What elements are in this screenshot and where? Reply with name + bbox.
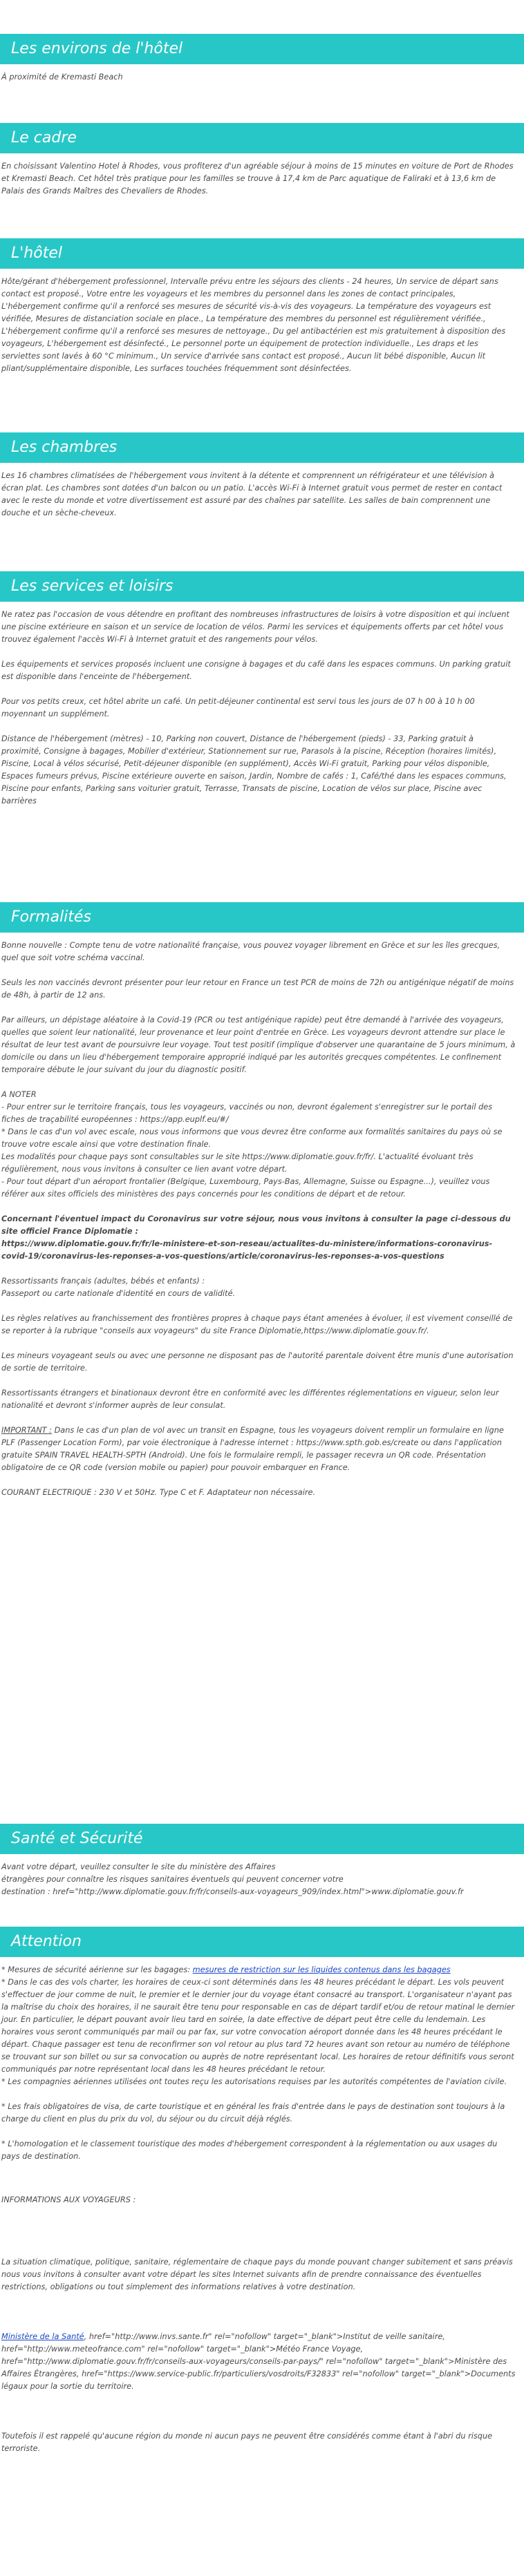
important-text: Dans le cas d'un plan de vol avec un transit en Espagne, tous les voyageurs doivent remplir un formulaire en ligne PLF (Passenger Location Form), par voie électronique à l'adresse internet : https://www.spth.gob.es/create ou dans l'application gratuite SPAIN TRAVEL HEALTH-SPTH (Android). Une fois le formulaire rempli, le passager recevra un QR code. Présentation obligatoire de ce QR code (version mobile ou papier) pour pouvoir embarquer en France. [1,1426,504,1472]
liquids-restriction-link[interactable]: mesures de restriction sur les liquides contenus dans les bagages [192,1965,451,1974]
important-label: IMPORTANT : [1,1426,52,1435]
formalites-paragraph-3: Par ailleurs, un dépistage aléatoire à la Covid-19 (PCR ou test antigénique rapide) peut être demandé à l'arrivée des voyageurs, quelles que soient leur nationalité, leur provenance et leur point d'entrée en Grèce. Les voyageurs devront attendre sur place le résultat de leur test avant de poursuivre leur voyage. Tout test positif (implique d'observer une quarantaine de 5 jours minimum, à domicile ou dans un lieu d'hébergement temporaire approprié indiqué par les autorités grecques compétentes. Le confinement temporaire débute le jour suivant du jour du diagnostic positif. [1,1015,516,1074]
environs-text: À proximité de Kremasti Beach [1,73,123,82]
formalites-ressortissants: Ressortissants français (adultes, bébés et enfants) : Passeport ou carte nationale d'identité en cours de validité. [1,1277,236,1298]
section-chambres [0,432,524,519]
formalites-regles: Les règles relatives au franchissement des frontières propres à chaque pays étant amenées à évoluer, il est vivement conseillé de se reporter à la rubrique "conseils aux voyageurs" du site France Diplomatie,https://www.diplomatie.gouv.fr/. [1,1314,513,1335]
attention-paragraph-7: Toutefois il est rappelé qu'aucune région du monde ni aucun pays ne peuvent être considérés comme étant à l'abri du risque terroriste. [1,2432,493,2453]
formalites-mineurs: Les mineurs voyageant seuls ou avec une personne ne disposant pas de l'autorité parentale doivent être munis d'une autorisation de sortie de territoire. [1,1351,514,1373]
section-title-sante: Santé et Sécurité [0,1824,524,1854]
section-title-cadre: Le cadre [0,123,524,153]
section-attention [0,1927,524,2455]
formalites-etrangers: Ressortissants étrangers et binationaux devront être en conformité avec les différentes réglementations en vigueur, selon leur nationalité et devront s'informer auprès de leur consulat. [1,1389,499,1410]
sante-text: Avant votre départ, veuillez consulter le site du ministère des Affaires étrangères pour connaître les risques sanitaires éventuels qui peuvent concerner votre destination : href="http://www.diplomatie.gouv.fr/fr/conseils-aux-voyageurs_909/index.html">www.diplomatie.gouv.fr [1,1862,464,1896]
attention-p6-rest: , href="http://www.invs.sante.fr" rel="nofollow" target="_blank">Institut de veille sanitaire, href="http://www.meteofrance.com" rel="nofollow" target="_blank">Météo France Voyage, href="http://www.diplomatie.gouv.fr/fr/conseils-aux-voyageurs/conseils-par-pays/" rel="nofollow" target="_blank">Ministère des Affaires Étrangères, href="https://www.service-public.fr/particuliers/vosdroits/F32833" rel="nofollow" target="_blank">Documents légaux pour la sortie du territoire. [1,2332,516,2391]
formalites-a-noter: A NOTER - Pour entrer sur le territoire français, tous les voyageurs, vaccinés ou non, devront également s'enregistrer sur le portail des fiches de traçabilité européennes : https://app.euplf.eu/#/ * Dans le cas d'un vol avec escale, nous vous informons que vous devrez être conforme aux formalités sanitaires du pays où se trouve votre escale ainsi que votre destination finale. Les modalités pour chaque pays sont consultables sur le site https://www.diplomatie.gouv.fr/fr/. L'actualité évoluant très régulièrement, nous vous invitons à consulter ce lien avant votre départ. - Pour tout départ d'un aéroport frontalier (Belgique, Luxembourg, Pays-Bas, Allemagne, Suisse ou Espagne...), veuillez vous référer aux sites officiels des ministères des pays concernés pour les conditions de départ et de retour. [1,1090,503,1199]
section-title-services: Les services et loisirs [0,571,524,602]
section-title-formalites: Formalités [0,902,524,933]
attention-paragraph-3: * L'homologation et le classement touristique des modes d'hébergement correspondent à la réglementation ou aux usages du pays de destination. [1,2139,498,2161]
formalites-paragraph-2: Seuls les non vaccinés devront présenter pour leur retour en France un test PCR de moins de 72h ou antigénique négatif de moins de 48h, à partir de 12 ans. [1,978,514,1000]
section-formalites [0,902,524,1499]
formalites-courant: COURANT ELECTRIQUE : 230 V et 50Hz. Type C et F. Adaptateur non nécessaire. [1,1488,316,1497]
section-hotel [0,238,524,375]
chambres-text: Les 16 chambres climatisées de l'hébergement vous invitent à la détente et comprennent un réfrigérateur et une télévision à écran plat. Les chambres sont dotées d'un balcon ou un patio. L'accès Wi-Fi à Internet gratuit vous permet de rester en contact avec le reste du monde et votre divertissement est assuré par des chaînes par satellite. Les salles de bain comprennent une douche et un sèche-cheveux. [1,471,503,517]
attention-p1-prefix: * Mesures de sécurité aérienne sur les bagages: [1,1965,193,1974]
cadre-text: En choisissant Valentino Hotel à Rhodes, vous profiterez d'un agréable séjour à moins de 15 minutes en voiture de Port de Rhodes et Kremasti Beach. Cet hôtel très pratique pour les familles se trouve à 17,4 km de Parc aquatique de Faliraki et à 13,6 km de Palais des Grands Maîtres des Chevaliers de Rhodes. [1,162,514,195]
attention-paragraph-6 [1,2331,516,2393]
section-title-attention: Attention [0,1927,524,1957]
section-title-chambres: Les chambres [0,432,524,463]
section-cadre [0,123,524,198]
formalites-important [1,1424,516,1474]
section-services [0,571,524,808]
section-title-hotel: L'hôtel [0,238,524,269]
attention-paragraph-2: * Les frais obligatoires de visa, de carte touristique et en général les frais d'entrée dans le pays de destination sont toujours à la charge du client en plus du prix du vol, du séjour ou du circuit déjà réglés. [1,2102,505,2124]
services-paragraph-3: Pour vos petits creux, cet hôtel abrite un café. Un petit-déjeuner continental est servi tous les jours de 07 h 00 à 10 h 00 moyennant un supplément. [1,697,475,718]
formalites-paragraph-1: Bonne nouvelle : Compte tenu de votre nationalité française, vous pouvez voyager librement en Grèce et sur les îles grecques, quel que soit votre schéma vaccinal. [1,941,500,962]
attention-p1-rest: * Dans le cas des vols charter, les horaires de ceux-ci sont déterminés dans les 48 heures précédant le départ. Les vols peuvent s'effectuer de jour comme de nuit, le premier et le dernier jour du voyage étant consacré au transport. L'organisateur n'ayant pas la maîtrise du choix des horaires, il ne saurait être tenu pour responsable en cas de départ tardif et/ou de retour matinal le dernier jour. En particulier, le départ pouvant avoir lieu tard en soirée, la date effective de départ peut être celle du lendemain. Les horaires vous seront communiqués par mail ou par fax, sur votre convocation aéroport donnée dans les 48 heures précédant le départ. Chaque passager est tenu de reconfirmer son vol retour au plus tard 72 heures avant son retour au numéro de téléphone se trouvant sur son billet ou sur sa convocation ou auprès de notre représentant local. Les horaires de retour définitifs vous seront communiqués par notre représentant local dans les 48 heures précédant le retour. * Les compagnies aériennes utilisées ont toutes reçu les autorisations requises par les autorités compétentes de l'aviation civile. [1,1978,515,2086]
hotel-text: Hôte/gérant d'hébergement professionnel, Intervalle prévu entre les séjours des clients - 24 heures, Un service de départ sans contact est proposé., Votre entre les voyageurs et les membres du personnel dans les zones de contact principales, L'hébergement confirme qu'il a renforcé ses mesures de sécurité vis-à-vis des voyageurs. La température des voyageurs est vérifiée, Mesures de distanciation sociale en place., La température des membres du personnel est régulièrement vérifiée., L'hébergement confirme qu'il a renforcé ses mesures de nettoyage., Du gel antibactérien est mis gratuitement à disposition des voyageurs, L'hébergement est désinfecté., Le personnel porte un équipement de protection individuelle., Les draps et les serviettes sont lavés à 60 °C minimum., Un service d'arrivée sans contact est proposé., Aucun lit bébé disponible, Aucun lit pliant/supplémentaire disponible, Les surfaces touchées fréquemment sont désinfectées. [1,277,506,373]
attention-informations-voyageurs: INFORMATIONS AUX VOYAGEURS : [1,2195,136,2204]
section-title-environs: Les environs de l'hôtel [0,34,524,64]
ministere-sante-link[interactable]: Ministère de la Santé [1,2332,84,2341]
section-environs [0,34,524,84]
services-paragraph-2: Les équipements et services proposés incluent une consigne à bagages et du café dans les espaces communs. Un parking gratuit est disponible dans l'enceinte de l'hébergement. [1,660,511,681]
services-paragraph-1: Ne ratez pas l'occasion de vous détendre en profitant des nombreuses infrastructures de loisirs à votre disposition et qui incluent une piscine extérieure en saison et un service de location de vélos. Parmi les services et équipements offerts par cet hôtel vous trouvez également l'accès Wi-Fi à Internet gratuit et des rangements pour vélos. [1,610,509,644]
attention-paragraph-1 [1,1964,516,2088]
formalites-coronavirus-info: Concernant l'éventuel impact du Coronavirus sur votre séjour, nous vous invitons à consulter la page ci-dessous du site officiel France Diplomatie : https://www.diplomatie.gouv.fr/fr/le-ministere-et-son-reseau/actualites-du-ministere/informations-coronavirus-covid-19/coronavirus-les-reponses-a-vos-questions/article/coronavirus-les-reponses-a-vos-questions [1,1214,511,1261]
section-sante [0,1824,524,1898]
attention-paragraph-5: La situation climatique, politique, sanitaire, réglementaire de chaque pays du monde pouvant changer subitement et sans préavis nous vous invitons à consulter avant votre départ les sites Internet suivants afin de prendre connaissance des éventuelles restrictions, obligations ou tout simplement des informations relatives à votre destination. [1,2258,513,2291]
services-paragraph-4: Distance de l'hébergement (mètres) - 10, Parking non couvert, Distance de l'hébergement (pieds) - 33, Parking gratuit à proximité, Consigne à bagages, Mobilier d'extérieur, Stationnement sur rue, Parasols à la piscine, Réception (horaires limités), Piscine, Local à vélos sécurisé, Petit-déjeuner disponible (en supplément), Accès Wi-Fi gratuit, Parking pour vélos disponible, Espaces fumeurs prévus, Piscine extérieure ouverte en saison, Jardin, Nombre de cafés : 1, Café/thé dans les espaces communs, Piscine pour enfants, Parking sans voiturier gratuit, Terrasse, Transats de piscine, Location de vélos sur place, Piscine avec barrières [1,734,507,805]
